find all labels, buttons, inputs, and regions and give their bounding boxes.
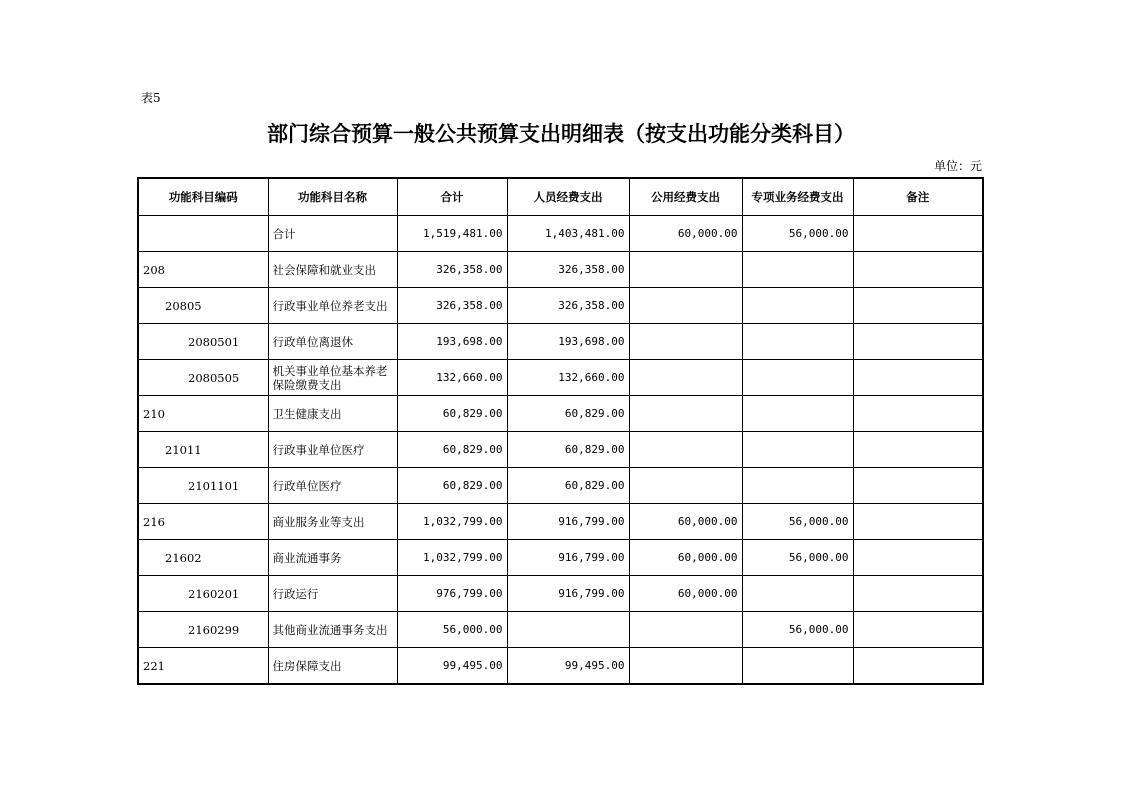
cell-special bbox=[742, 576, 853, 612]
cell-personnel: 916,799.00 bbox=[507, 540, 629, 576]
cell-code: 21602 bbox=[138, 540, 268, 576]
header-personnel: 人员经费支出 bbox=[507, 178, 629, 216]
table-row bbox=[138, 504, 983, 540]
cell-special: 56,000.00 bbox=[742, 216, 853, 252]
cell-name: 卫生健康支出 bbox=[268, 396, 397, 432]
header-name: 功能科目名称 bbox=[268, 178, 397, 216]
cell-public bbox=[629, 648, 742, 685]
cell-note bbox=[853, 288, 983, 324]
cell-personnel: 916,799.00 bbox=[507, 504, 629, 540]
cell-total: 99,495.00 bbox=[397, 648, 507, 685]
cell-total: 60,829.00 bbox=[397, 468, 507, 504]
cell-special bbox=[742, 324, 853, 360]
cell-public bbox=[629, 468, 742, 504]
cell-name: 合计 bbox=[268, 216, 397, 252]
table-row bbox=[138, 252, 983, 288]
cell-name: 行政事业单位医疗 bbox=[268, 432, 397, 468]
table-row bbox=[138, 288, 983, 324]
cell-code: 208 bbox=[138, 252, 268, 288]
cell-personnel: 60,829.00 bbox=[507, 432, 629, 468]
table-row bbox=[138, 432, 983, 468]
cell-code: 221 bbox=[138, 648, 268, 685]
cell-total: 132,660.00 bbox=[397, 360, 507, 396]
table-row bbox=[138, 360, 983, 396]
cell-note bbox=[853, 468, 983, 504]
unit-label: 单位：元 bbox=[933, 159, 982, 173]
cell-note bbox=[853, 360, 983, 396]
cell-note bbox=[853, 216, 983, 252]
cell-total: 193,698.00 bbox=[397, 324, 507, 360]
cell-special bbox=[742, 432, 853, 468]
table-body bbox=[138, 216, 983, 685]
cell-code: 20805 bbox=[138, 288, 268, 324]
table-row bbox=[138, 612, 983, 648]
cell-total: 56,000.00 bbox=[397, 612, 507, 648]
header-special: 专项业务经费支出 bbox=[742, 178, 853, 216]
cell-public bbox=[629, 288, 742, 324]
cell-note bbox=[853, 576, 983, 612]
cell-special: 56,000.00 bbox=[742, 504, 853, 540]
table-row bbox=[138, 576, 983, 612]
cell-personnel: 132,660.00 bbox=[507, 360, 629, 396]
cell-personnel: 99,495.00 bbox=[507, 648, 629, 685]
cell-public bbox=[629, 252, 742, 288]
cell-public bbox=[629, 432, 742, 468]
cell-code: 2160299 bbox=[138, 612, 268, 648]
cell-code: 21011 bbox=[138, 432, 268, 468]
cell-public bbox=[629, 360, 742, 396]
cell-name: 行政事业单位养老支出 bbox=[268, 288, 397, 324]
table-row bbox=[138, 468, 983, 504]
cell-public bbox=[629, 324, 742, 360]
cell-note bbox=[853, 252, 983, 288]
cell-special: 56,000.00 bbox=[742, 540, 853, 576]
cell-personnel: 193,698.00 bbox=[507, 324, 629, 360]
cell-special bbox=[742, 468, 853, 504]
cell-total: 1,519,481.00 bbox=[397, 216, 507, 252]
cell-public bbox=[629, 396, 742, 432]
cell-code: 2160201 bbox=[138, 576, 268, 612]
cell-public bbox=[629, 612, 742, 648]
cell-special bbox=[742, 396, 853, 432]
cell-name: 住房保障支出 bbox=[268, 648, 397, 685]
cell-note bbox=[853, 432, 983, 468]
cell-total: 326,358.00 bbox=[397, 252, 507, 288]
cell-total: 60,829.00 bbox=[397, 432, 507, 468]
table-row bbox=[138, 396, 983, 432]
cell-name: 机关事业单位基本养老保险缴费支出 bbox=[268, 360, 397, 396]
cell-personnel: 1,403,481.00 bbox=[507, 216, 629, 252]
cell-personnel: 326,358.00 bbox=[507, 288, 629, 324]
cell-total: 1,032,799.00 bbox=[397, 540, 507, 576]
cell-public: 60,000.00 bbox=[629, 576, 742, 612]
table-row bbox=[138, 324, 983, 360]
cell-name: 行政单位离退休 bbox=[268, 324, 397, 360]
cell-special bbox=[742, 252, 853, 288]
cell-special bbox=[742, 648, 853, 685]
cell-name: 社会保障和就业支出 bbox=[268, 252, 397, 288]
cell-total: 60,829.00 bbox=[397, 396, 507, 432]
header-public: 公用经费支出 bbox=[629, 178, 742, 216]
cell-note bbox=[853, 540, 983, 576]
table-number: 表5 bbox=[141, 91, 161, 105]
cell-personnel bbox=[507, 612, 629, 648]
cell-personnel: 916,799.00 bbox=[507, 576, 629, 612]
page-title: 部门综合预算一般公共预算支出明细表（按支出功能分类科目） bbox=[267, 122, 855, 146]
cell-public: 60,000.00 bbox=[629, 504, 742, 540]
cell-name: 行政运行 bbox=[268, 576, 397, 612]
cell-code: 210 bbox=[138, 396, 268, 432]
budget-table bbox=[137, 177, 984, 685]
cell-special: 56,000.00 bbox=[742, 612, 853, 648]
header-code: 功能科目编码 bbox=[138, 178, 268, 216]
cell-name: 行政单位医疗 bbox=[268, 468, 397, 504]
header-row bbox=[138, 178, 983, 216]
cell-personnel: 326,358.00 bbox=[507, 252, 629, 288]
header-note: 备注 bbox=[853, 178, 983, 216]
cell-note bbox=[853, 648, 983, 685]
cell-public: 60,000.00 bbox=[629, 216, 742, 252]
cell-personnel: 60,829.00 bbox=[507, 396, 629, 432]
cell-code: 2101101 bbox=[138, 468, 268, 504]
cell-total: 976,799.00 bbox=[397, 576, 507, 612]
cell-code: 216 bbox=[138, 504, 268, 540]
cell-note bbox=[853, 612, 983, 648]
cell-note bbox=[853, 324, 983, 360]
cell-public: 60,000.00 bbox=[629, 540, 742, 576]
table-row bbox=[138, 216, 983, 252]
table-row bbox=[138, 540, 983, 576]
cell-special bbox=[742, 360, 853, 396]
cell-name: 其他商业流通事务支出 bbox=[268, 612, 397, 648]
cell-code: 2080505 bbox=[138, 360, 268, 396]
cell-note bbox=[853, 396, 983, 432]
header-total: 合计 bbox=[397, 178, 507, 216]
cell-note bbox=[853, 504, 983, 540]
cell-name: 商业服务业等支出 bbox=[268, 504, 397, 540]
cell-total: 1,032,799.00 bbox=[397, 504, 507, 540]
cell-personnel: 60,829.00 bbox=[507, 468, 629, 504]
table-row bbox=[138, 648, 983, 685]
cell-code bbox=[138, 216, 268, 252]
cell-total: 326,358.00 bbox=[397, 288, 507, 324]
cell-code: 2080501 bbox=[138, 324, 268, 360]
cell-special bbox=[742, 288, 853, 324]
cell-name: 商业流通事务 bbox=[268, 540, 397, 576]
